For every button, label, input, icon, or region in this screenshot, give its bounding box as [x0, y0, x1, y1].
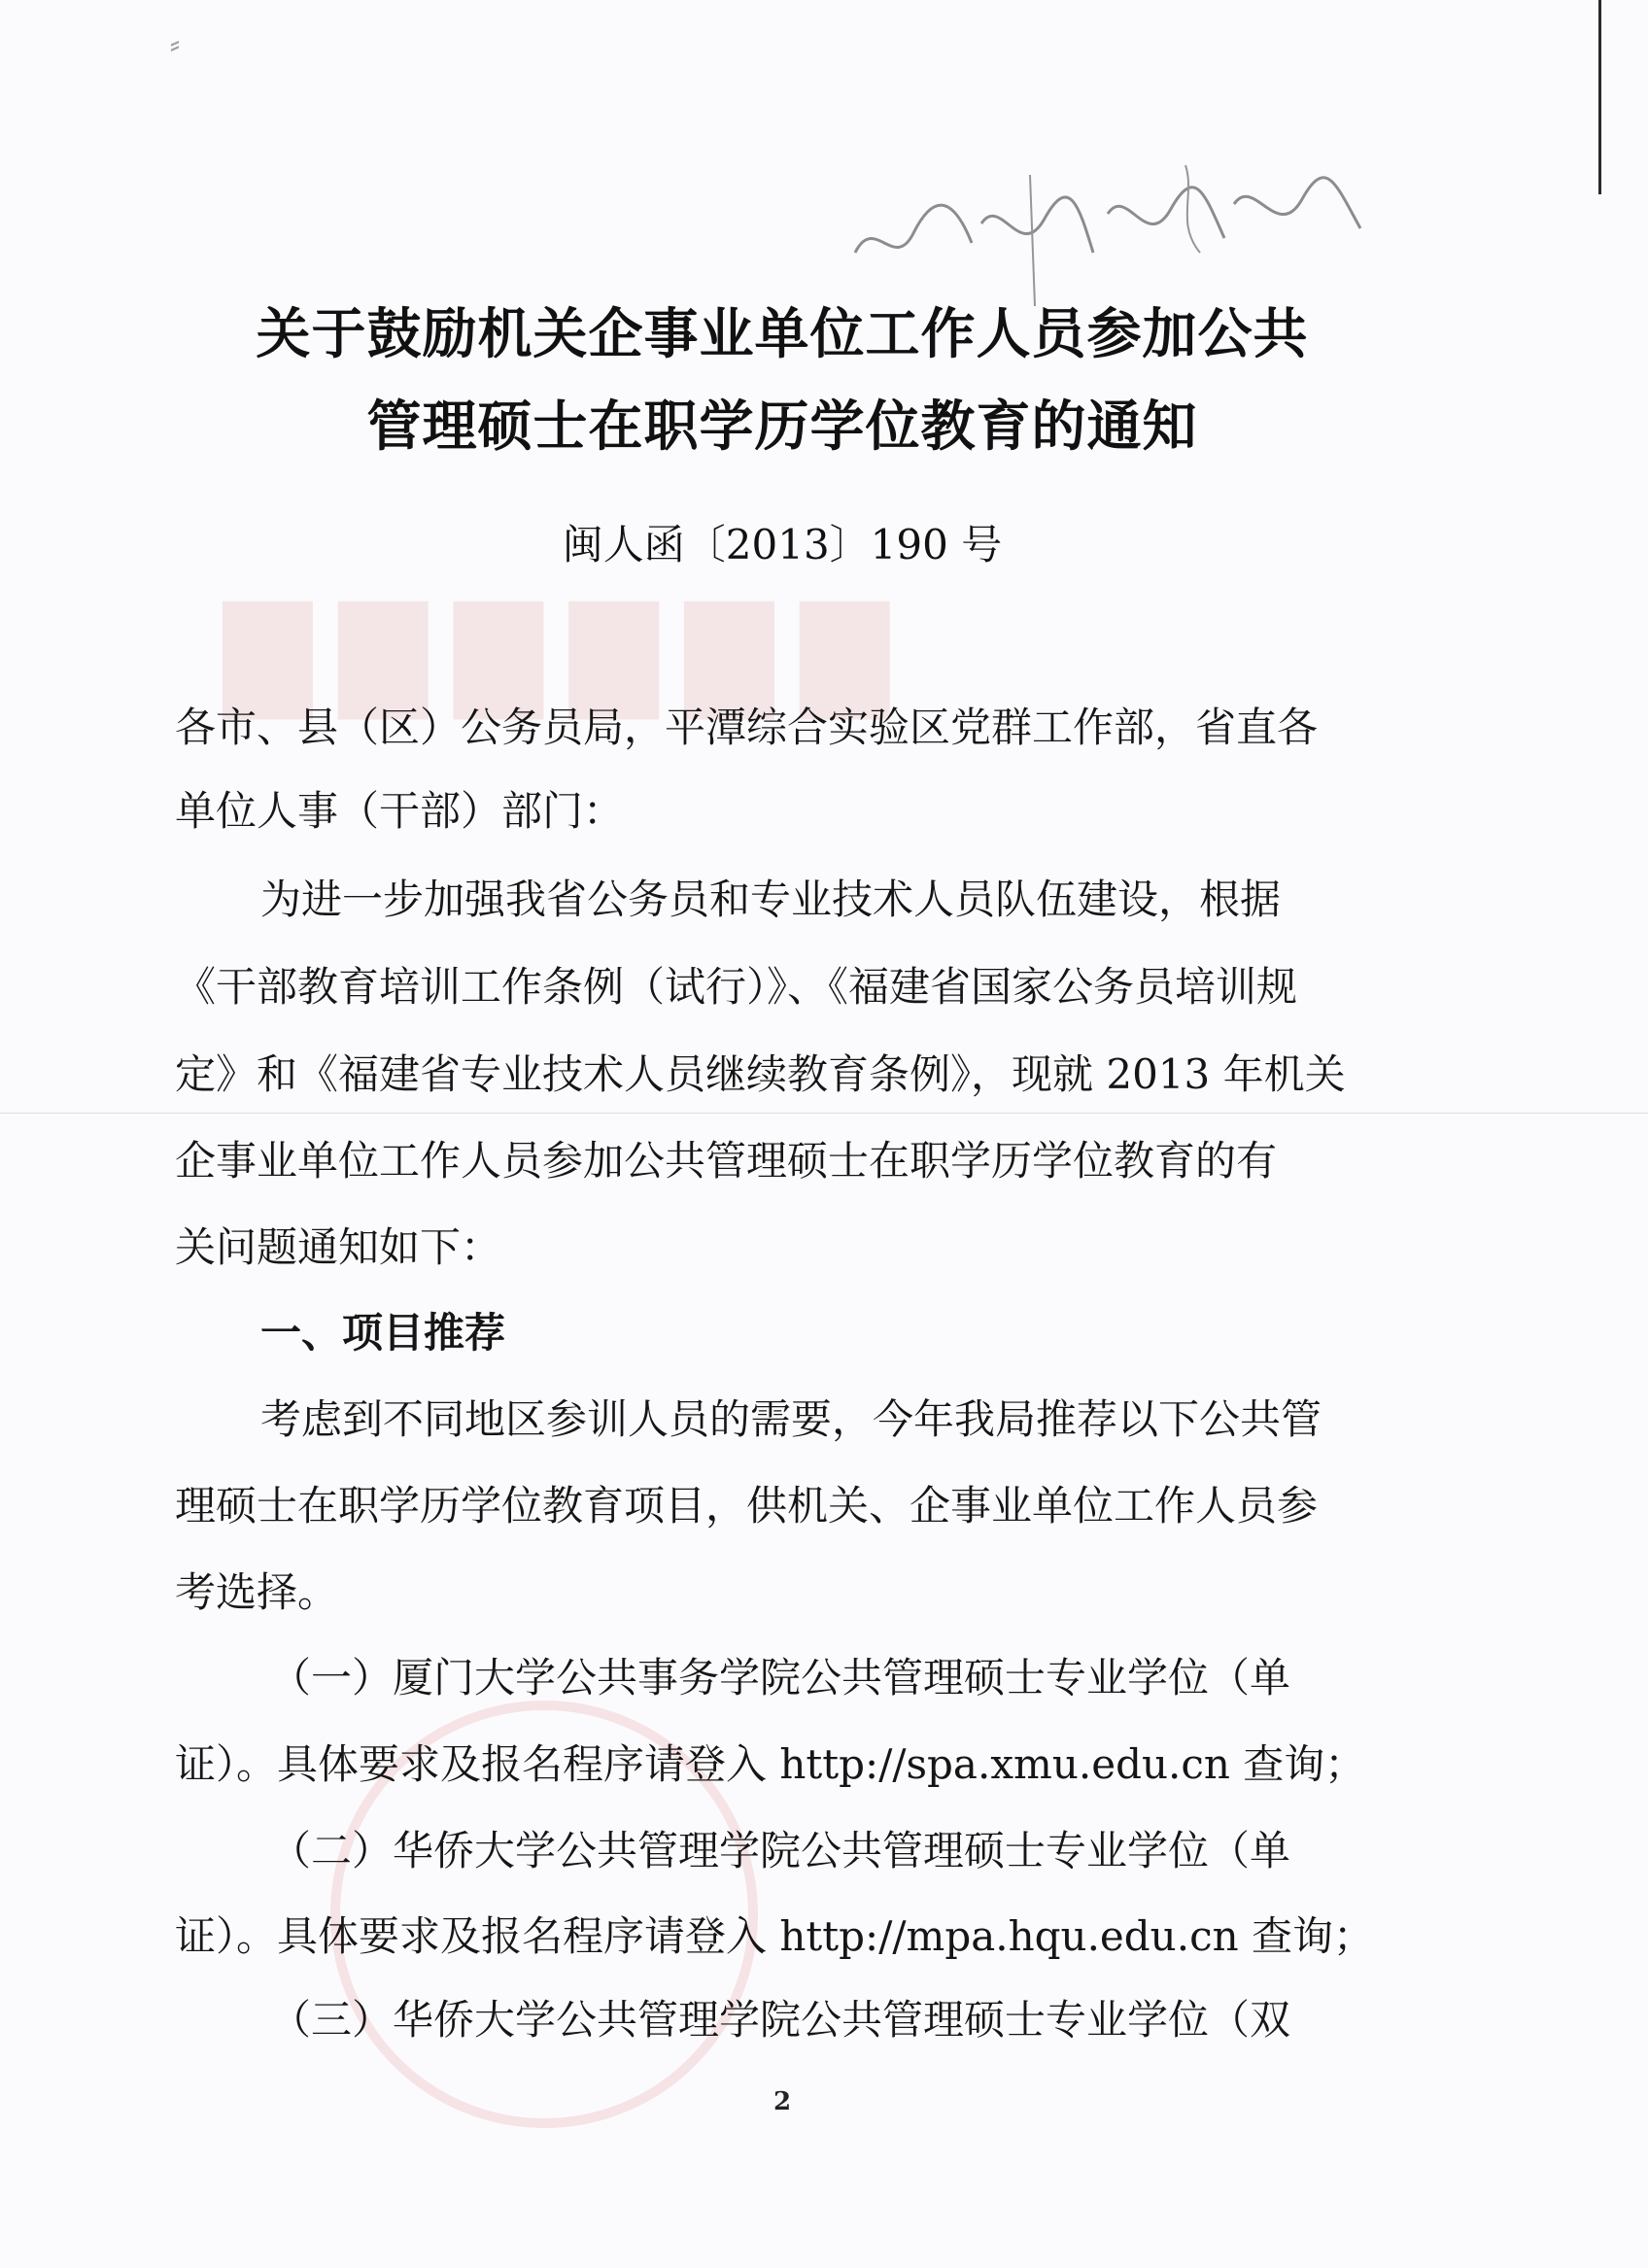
document-title-line-1: 关于鼓励机关企事业单位工作人员参加公共 [256, 302, 1309, 366]
addressee-line-1: 各市、县（区）公务员局，平潭综合实验区党群工作部，省直各 [175, 704, 1319, 751]
section-heading-1: 一、项目推荐 [260, 1309, 506, 1357]
paragraph-2-line-3: 考选择。 [175, 1568, 339, 1616]
paragraph-1-line-4: 企事业单位工作人员参加公共管理硕士在职学历学位教育的有 [175, 1137, 1278, 1185]
paragraph-1-line-1: 为进一步加强我省公务员和专业技术人员队伍建设，根据 [260, 876, 1282, 923]
paragraph-1-line-3: 定》和《福建省专业技术人员继续教育条例》，现就 2013 年机关 [175, 1050, 1346, 1098]
page-number: 2 [772, 2087, 792, 2116]
paragraph-1-line-2: 《干部教育培训工作条例（试行）》、《福建省国家公务员培训规 [175, 963, 1298, 1011]
document-title-line-2: 管理硕士在职学历学位教育的通知 [366, 395, 1198, 459]
paragraph-2-line-2: 理硕士在职学历学位教育项目，供机关、企事业单位工作人员参 [175, 1482, 1319, 1529]
scan-corner-mark-icon: ⸗ [170, 27, 180, 61]
addressee-line-2: 单位人事（干部）部门： [175, 787, 625, 835]
scan-edge-line [1598, 0, 1601, 194]
paragraph-1-line-5: 关问题通知如下： [175, 1223, 502, 1271]
item-2-line-2: 证）。具体要求及报名程序请登入 http://mpa.hqu.edu.cn 查询； [175, 1912, 1374, 1960]
item-3-line-1: （三）华侨大学公共管理学院公共管理硕士专业学位（双 [270, 1996, 1291, 2044]
document-number: 闽人函〔2013〕190 号 [562, 521, 1003, 568]
item-1-line-2: 证）。具体要求及报名程序请登入 http://spa.xmu.edu.cn 查询； [175, 1740, 1366, 1788]
item-1-line-1: （一）厦门大学公共事务学院公共管理硕士专业学位（单 [270, 1654, 1291, 1701]
item-2-line-1: （二）华侨大学公共管理学院公共管理硕士专业学位（单 [270, 1827, 1291, 1874]
paragraph-2-line-1: 考虑到不同地区参训人员的需要，今年我局推荐以下公共管 [260, 1395, 1322, 1443]
bleed-through-header: ▇▇▇▇▇▇ [223, 583, 916, 718]
scan-fold-line [0, 1113, 1648, 1114]
